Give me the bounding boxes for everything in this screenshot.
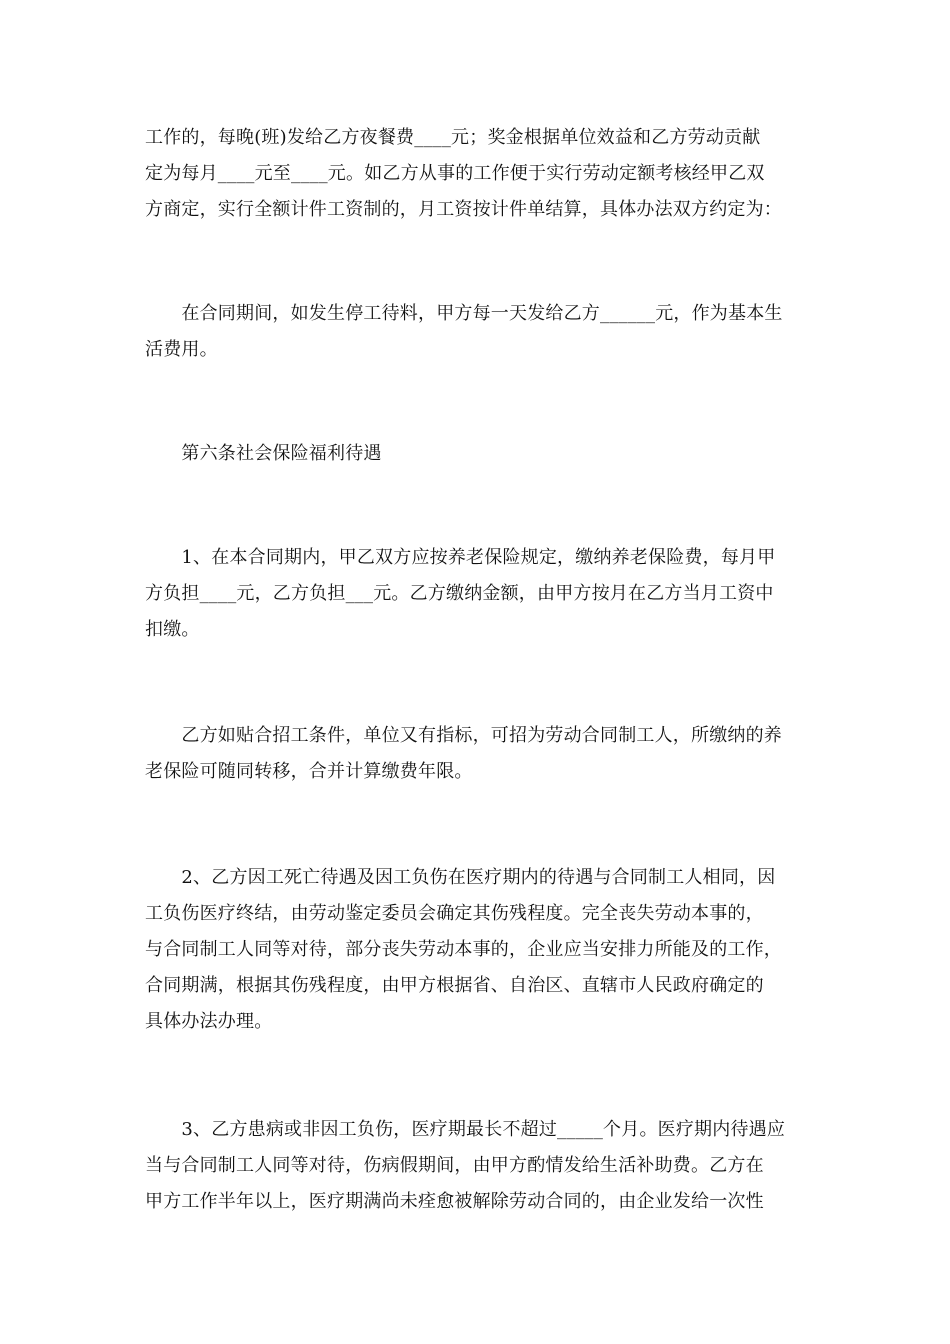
text-line: 合同期满，根据其伤残程度，由甲方根据省、自治区、直辖市人民政府确定的 (145, 975, 764, 996)
text-line: 方负担____元，乙方负担___元。乙方缴纳金额，由甲方按月在乙方当月工资中 (145, 583, 774, 604)
text-line: 扣缴。 (145, 619, 200, 640)
text-line: 老保险可随同转移，合并计算缴费年限。 (145, 761, 473, 782)
text-line: 2、乙方因工死亡待遇及因工负伤在医疗期内的待遇与合同制工人相同，因 (145, 867, 776, 888)
text-line: 3、乙方患病或非因工负伤，医疗期最长不超过_____个月。医疗期内待遇应 (145, 1119, 786, 1140)
text-line: 工负伤医疗终结，由劳动鉴定委员会确定其伤残程度。完全丧失劳动本事的， (145, 903, 764, 924)
text-line: 定为每月____元至____元。如乙方从事的工作便于实行劳动定额考核经甲乙双 (145, 163, 765, 184)
text-line: 乙方如贴合招工条件，单位又有指标，可招为劳动合同制工人，所缴纳的养 (145, 725, 782, 746)
paragraph-wage-terms (145, 120, 825, 228)
paragraph-pension-insurance (145, 540, 825, 648)
paragraph-illness-leave (145, 1112, 825, 1220)
paragraph-work-stoppage (145, 296, 825, 368)
text-line: 与合同制工人同等对待，部分丧失劳动本事的，企业应当安排力所能及的工作， (145, 939, 782, 960)
text-line: 方商定，实行全额计件工资制的，月工资按计件单结算，具体办法双方约定为： (145, 199, 782, 220)
section-heading-article-6 (145, 436, 825, 472)
text-line: 具体办法办理。 (145, 1011, 273, 1032)
text-line: 甲方工作半年以上，医疗期满尚未痊愈被解除劳动合同的，由企业发给一次性 (145, 1191, 764, 1212)
heading-line: 第六条社会保险福利待遇 (145, 443, 382, 464)
text-line: 工作的，每晚(班)发给乙方夜餐费____元；奖金根据单位效益和乙方劳动贡献 (145, 127, 761, 148)
text-line: 活费用。 (145, 339, 218, 360)
text-line: 在合同期间，如发生停工待料，甲方每一天发给乙方______元，作为基本生 (145, 303, 783, 324)
paragraph-insurance-transfer (145, 718, 825, 790)
text-line: 1、在本合同期内，甲乙双方应按养老保险规定，缴纳养老保险费，每月甲 (145, 547, 776, 568)
text-line: 当与合同制工人同等对待，伤病假期间，由甲方酌情发给生活补助费。乙方在 (145, 1155, 764, 1176)
paragraph-work-injury (145, 860, 825, 1040)
